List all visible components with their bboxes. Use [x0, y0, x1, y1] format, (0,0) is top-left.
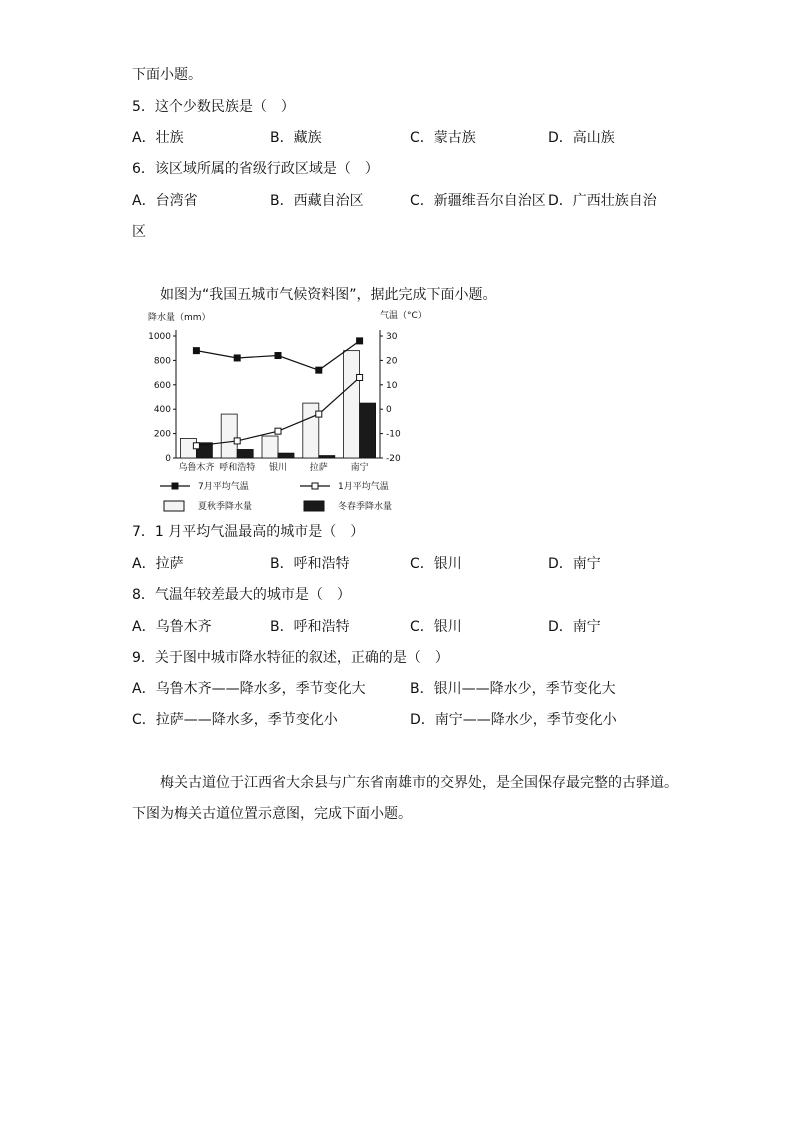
legend-label: 冬春季降水量 — [338, 502, 393, 512]
category-label: 呼和浩特 — [219, 463, 256, 473]
legend-label: 7月平均气温 — [198, 482, 249, 492]
legend-label: 夏秋季降水量 — [198, 502, 253, 512]
legend-marker — [312, 483, 318, 489]
passage-line-2: 下图为梅关古道位置示意图，完成下面小题。 — [132, 806, 412, 822]
bar-summer-autumn — [221, 414, 237, 458]
q9-stem: 9．关于图中城市降水特征的叙述，正确的是（ ） — [132, 650, 449, 666]
q5-option-d[interactable]: D．高山族 — [548, 130, 615, 146]
bar-winter-spring — [319, 456, 335, 458]
bar-winter-spring — [360, 403, 376, 458]
y-tick-label: 1000 — [148, 332, 171, 342]
point-january-temp — [357, 374, 363, 380]
y-tick-label: 0 — [165, 454, 171, 464]
q6-option-d[interactable]: D．广西壮族自治 — [548, 193, 657, 209]
q6-stem: 6．该区域所属的省级行政区域是（ ） — [132, 161, 379, 177]
intro-tail: 下面小题。 — [132, 67, 202, 83]
point-july-temp — [193, 348, 199, 354]
point-january-temp — [234, 438, 240, 444]
y-tick-label: 600 — [153, 380, 171, 391]
bar-winter-spring — [237, 449, 253, 458]
y2-tick-label: 0 — [386, 405, 392, 416]
y2-tick-label: 30 — [386, 332, 398, 342]
q7-stem: 7．1 月平均气温最高的城市是（ ） — [132, 524, 365, 540]
q7-option-c[interactable]: C．银川 — [410, 556, 462, 572]
q7-option-d[interactable]: D．南宁 — [548, 556, 601, 572]
chart-intro: 如图为“我国五城市气候资料图”，据此完成下面小题。 — [160, 287, 497, 303]
point-january-temp — [275, 428, 281, 434]
q7-option-a[interactable]: A．拉萨 — [132, 556, 184, 572]
legend-swatch — [304, 501, 324, 511]
y2-tick-label: -20 — [386, 454, 401, 464]
q9-option-c[interactable]: C．拉萨——降水多，季节变化小 — [132, 712, 338, 728]
y-axis-label: 降水量（mm） — [148, 313, 211, 323]
q5-stem: 5．这个少数民族是（ ） — [132, 99, 295, 115]
legend-marker — [172, 483, 178, 489]
point-july-temp — [234, 355, 240, 361]
legend-swatch — [164, 501, 184, 511]
q6-option-b[interactable]: B．西藏自治区 — [270, 193, 364, 209]
q8-option-c[interactable]: C．银川 — [410, 619, 462, 635]
point-july-temp — [357, 338, 363, 344]
q8-option-a[interactable]: A．乌鲁木齐 — [132, 619, 212, 635]
bar-summer-autumn — [262, 436, 278, 458]
category-label: 南宁 — [350, 463, 369, 473]
category-label: 银川 — [268, 463, 288, 473]
point-july-temp — [275, 353, 281, 359]
y2-tick-label: -10 — [386, 429, 401, 440]
y-tick-label: 200 — [153, 429, 171, 440]
bar-summer-autumn — [344, 351, 360, 458]
q6-option-c[interactable]: C．新疆维吾尔自治区 — [410, 193, 546, 209]
category-label: 乌鲁木齐 — [178, 463, 215, 473]
q8-option-b[interactable]: B．呼和浩特 — [270, 619, 350, 635]
y-tick-label: 800 — [153, 356, 171, 367]
q9-option-d[interactable]: D．南宁——降水少，季节变化小 — [410, 712, 617, 728]
y2-tick-label: 10 — [386, 380, 398, 391]
q5-option-a[interactable]: A．壮族 — [132, 130, 184, 146]
q7-option-b[interactable]: B．呼和浩特 — [270, 556, 350, 572]
point-january-temp — [316, 411, 322, 417]
q9-option-a[interactable]: A．乌鲁木齐——降水多，季节变化大 — [132, 681, 366, 697]
passage-line-1: 梅关古道位于江西省大余县与广东省南雄市的交界处，是全国保存最完整的古驿道。 — [160, 775, 678, 791]
q8-stem: 8．气温年较差最大的城市是（ ） — [132, 587, 351, 603]
q5-option-b[interactable]: B．藏族 — [270, 130, 322, 146]
y2-tick-label: 20 — [386, 356, 398, 367]
point-july-temp — [316, 367, 322, 373]
y-tick-label: 400 — [153, 405, 171, 416]
legend-label: 1月平均气温 — [338, 482, 389, 492]
q6-option-a[interactable]: A．台湾省 — [132, 193, 198, 209]
climate-chart — [140, 306, 427, 518]
bar-winter-spring — [278, 453, 294, 458]
category-label: 拉萨 — [309, 463, 328, 473]
q8-option-d[interactable]: D．南宁 — [548, 619, 601, 635]
q5-option-c[interactable]: C．蒙古族 — [410, 130, 476, 146]
q6-option-d-wrap: 区 — [132, 224, 146, 240]
point-january-temp — [193, 443, 199, 449]
q9-option-b[interactable]: B．银川——降水少，季节变化大 — [410, 681, 616, 697]
y2-axis-label: 气温（°C） — [380, 311, 427, 321]
